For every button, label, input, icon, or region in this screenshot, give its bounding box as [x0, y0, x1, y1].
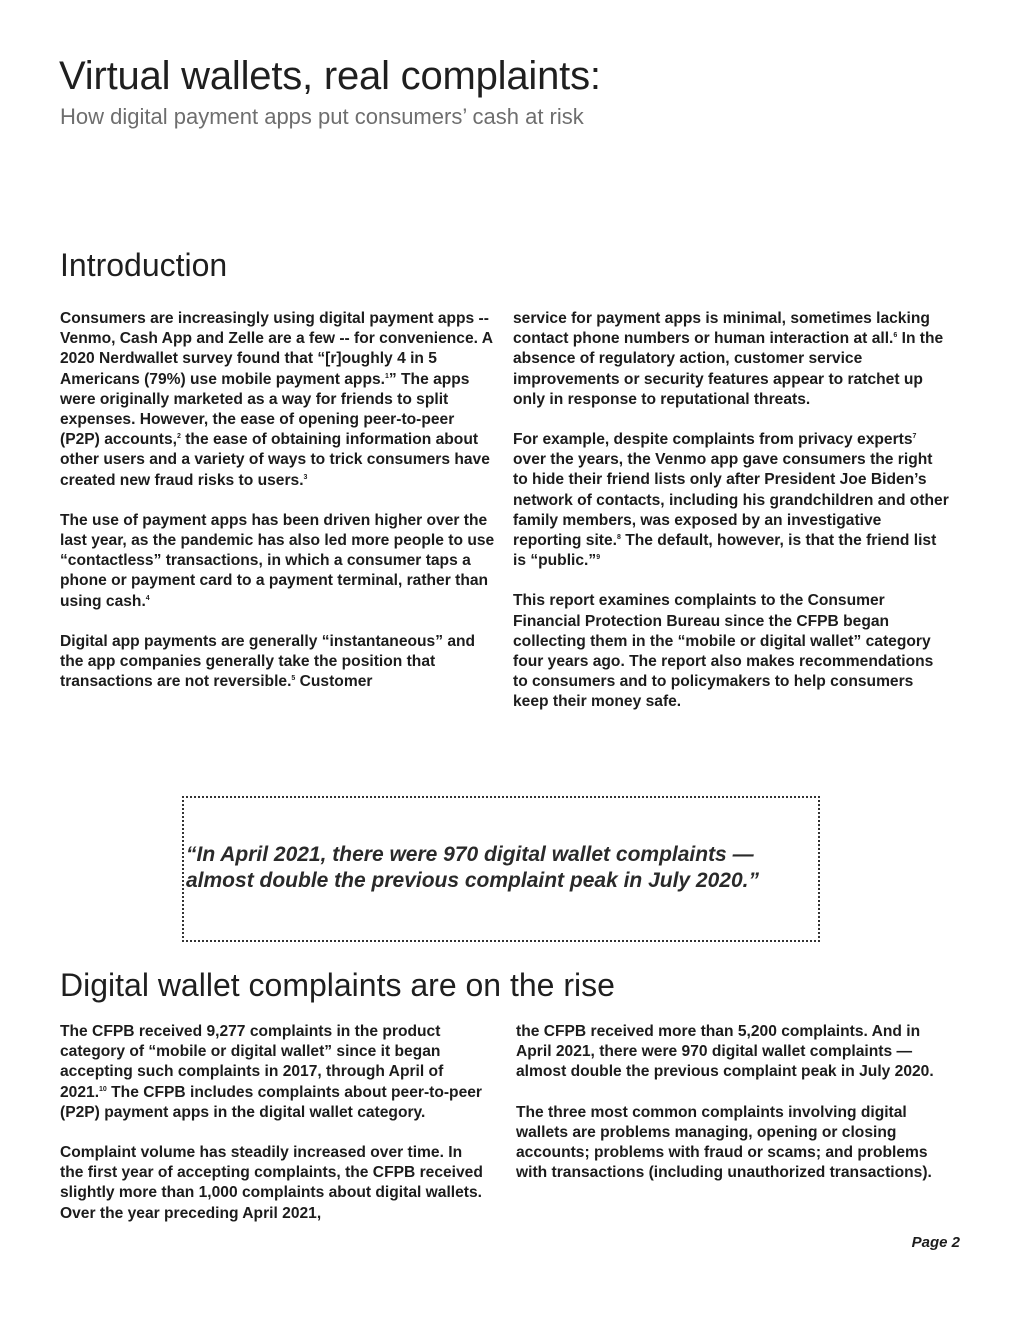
intro-paragraph-5: For example, despite complaints from privacy experts$^7$ over the years, the Venmo app gave consumers the right to hide their friend lists only after President Joe Biden’s network of contacts, including his grandchildren and other family members, was exposed by an investigative reporting site.$^8$ The default, however, is that the friend list is “public.”$^9$: [513, 431, 949, 570]
intro-paragraph-6: This report examines complaints to the Consumer Financial Protection Bureau since the CFPB began collecting them in the “mobile or digital wallet” category four years ago. The report also makes recommendations to consumers and to policymakers to help consumers keep their money safe.: [513, 592, 934, 711]
intro-left-column: [60, 309, 496, 692]
pull-quote-line-2: almost double the previous complaint peak in July 2020.”: [186, 869, 759, 892]
intro-paragraph-2: The use of payment apps has been driven higher over the last year, as the pandemic has also led more people to use “contactless” transactions, in which a consumer taps a phone or payment card to a payment terminal, rather than using cash.$^4$: [60, 511, 495, 610]
intro-right-column: [513, 309, 951, 713]
page-subtitle: How digital payment apps put consumers’ cash at risk: [60, 104, 584, 129]
footnote-ref: 9: [596, 554, 601, 562]
footnote-ref: 7: [912, 433, 917, 441]
section2-paragraph-4: The three most common complaints involving digital wallets are problems managing, opening or closing accounts; problems with fraud or scams; and problems with transactions (including unauthorized transactions).: [516, 1103, 932, 1182]
section2-paragraph-3: the CFPB received more than 5,200 complaints. And in April 2021, there were 970 digital wallet complaints — almost double the previous complaint peak in July 2020.: [516, 1023, 934, 1081]
pull-quote-line-1: “In April 2021, there were 970 digital wallet complaints —: [186, 843, 754, 866]
page-number: Page 2: [911, 1234, 960, 1251]
intro-paragraph-4: service for payment apps is minimal, sometimes lacking contact phone numbers or human interaction at all.$^6$ In the absence of regulatory action, customer service improvements or security features appear to ratchet up only in response to reputational threats.: [513, 310, 944, 408]
page-title: Virtual wallets, real complaints:: [59, 54, 601, 98]
pull-quote-text: [186, 842, 826, 894]
introduction-heading: Introduction: [60, 247, 228, 283]
section2-left-column: [60, 1022, 485, 1224]
section2-paragraph-1: The CFPB received 9,277 complaints in the product category of “mobile or digital wallet” since it began accepting such complaints in 2017, through April of 2021.10 The CFPB includes complaints about peer-to-peer (P2P) payment apps in the digital wallet category.: [60, 1023, 482, 1121]
intro-paragraph-3: Digital app payments are generally “instantaneous” and the app companies generally take the position that transactions are not reversible.$^5$ Customer: [60, 632, 476, 691]
pull-quote-box: [182, 796, 820, 942]
footnote-ref: 6: [893, 332, 898, 340]
footnote-ref: 10: [99, 1085, 107, 1093]
section2-right-column: [516, 1022, 954, 1183]
intro-paragraph-1: Consumers are increasingly using digital payment apps -- Venmo, Cash App and Zelle are a few -- for convenience. A 2020 Nerdwallet survey found that “[r]oughly 4 in 5 Americans (79%) use mobile payment apps.$^1$” The apps were originally marketed as a way for friends to split expenses. However, the ease of opening peer-to-peer (P2P) accounts,$^2$ the ease of obtaining information about other users and a variety of ways to trick consumers have created new fraud risks to users.$^3$: [60, 310, 493, 489]
footnote-ref: 8: [616, 534, 621, 542]
footnote-ref: 4: [145, 594, 150, 602]
complaints-rise-heading: Digital wallet complaints are on the rise: [60, 967, 615, 1003]
section2-paragraph-2: Complaint volume has steadily increased over time. In the first year of accepting complaints, the CFPB received slightly more than 1,000 complaints about digital wallets. Over the year preceding April 2021,: [60, 1144, 483, 1222]
footnote-ref: 3: [303, 473, 308, 481]
footnote-ref: 1: [384, 372, 389, 380]
footnote-ref: 2: [176, 433, 181, 441]
footnote-ref: 5: [291, 675, 296, 683]
